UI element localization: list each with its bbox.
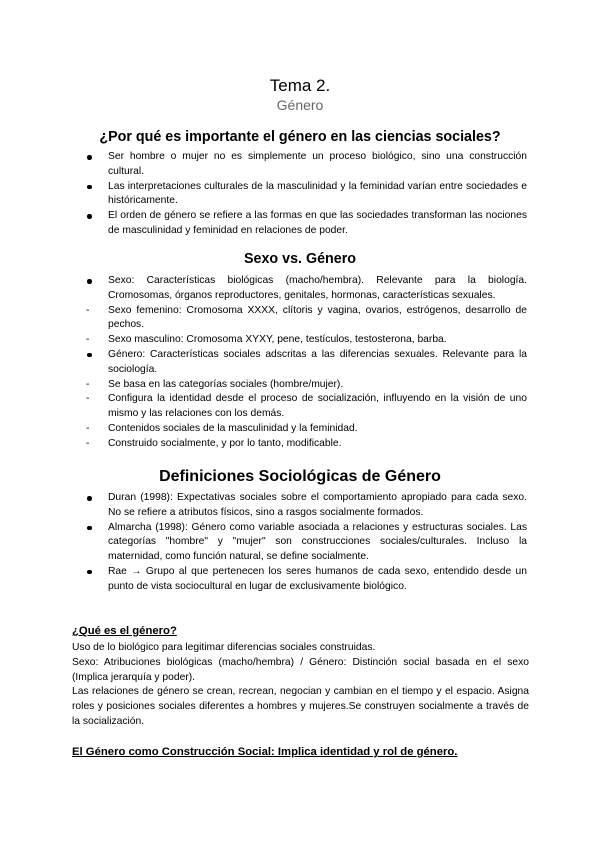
- list-item: Configura la identidad desde el proceso de socialización, influyendo en la visión de uno mismo y las relaciones con los demás.: [108, 393, 527, 420]
- list-item: Género: Características sociales adscritas a las diferencias sexuales. Relevante para la sociología.: [108, 348, 527, 375]
- list-item: Se basa en las categorías sociales (hombre/mujer).: [108, 378, 344, 390]
- list-item: Contenidos sociales de la masculinidad y la feminidad.: [108, 422, 358, 434]
- list-item: El orden de género se refiere a las formas en que las sociedades transforman las nociones de masculinidad y feminidad en relaciones de poder.: [108, 210, 527, 236]
- list-item: Almarcha (1998): Género como variable asociada a relaciones y estructuras sociales. Las categorías "hombre" y "mujer" son construcciones sociales/culturales. Incluso la maternidad, como función natural, se define socialmente.: [108, 521, 527, 563]
- list-item: Sexo femenino: Cromosoma XXXX, clítoris y vagina, ovarios, estrógenos, desarrollo de pechos.: [108, 304, 527, 331]
- section-heading-que-es: ¿Qué es el género?: [72, 625, 177, 637]
- section-heading-construccion-social: El Género como Construcción Social: Implica identidad y rol de género.: [72, 746, 458, 758]
- sexo-genero-list: [85, 274, 527, 452]
- section-heading-importance: ¿Por qué es importante el género en las ciencias sociales?: [99, 129, 501, 145]
- list-item: Construido socialmente, y por lo tanto, modificable.: [108, 437, 342, 449]
- paragraph: Sexo: Atribuciones biológicas (macho/hembra) / Género: Distinción social basada en el sexo (Implica jerarquía y poder).: [72, 656, 529, 683]
- list-item: Rae → Grupo al que pertenecen los seres humanos de cada sexo, entendido desde un punto de vista sociocultural en lugar de exclusivamente biológico.: [108, 565, 527, 592]
- list-item: Ser hombre o mujer no es simplemente un proceso biológico, sino una construcción cultural.: [108, 151, 527, 177]
- que-es-body: [72, 641, 529, 730]
- section-heading-sexo-vs-genero: Sexo vs. Género: [243, 251, 357, 267]
- paragraph: Las relaciones de género se crean, recrean, negocian y cambian en el tiempo y el espacio. Asigna roles y posiciones sociales diferentes a hombres y mujeres.Se construyen socialmente a través de la socialización.: [72, 686, 529, 727]
- section-heading-definiciones: Definiciones Sociológicas de Género: [159, 468, 441, 485]
- importance-list: [85, 150, 527, 239]
- list-item: Las interpretaciones culturales de la masculinidad y la feminidad varían entre sociedades e históricamente.: [108, 180, 527, 207]
- page-title: Tema 2.: [269, 76, 331, 95]
- page-subtitle: Género: [276, 97, 324, 113]
- list-item: Duran (1998): Expectativas sociales sobre el comportamiento apropiado para cada sexo. No se refiere a atributos físicos, sino a rasgos socialmente formados.: [108, 492, 527, 518]
- definiciones-list: [85, 491, 527, 595]
- list-item: Sexo masculino: Cromosoma XYXY, pene, testículos, testosterona, barba.: [108, 334, 447, 346]
- list-item: Sexo: Características biológicas (macho/hembra). Relevante para la biología. Cromosomas, órganos reproductores, genitales, hormonas, características sexuales.: [108, 275, 527, 301]
- paragraph: Uso de lo biológico para legitimar diferencias sociales construidas.: [72, 642, 376, 653]
